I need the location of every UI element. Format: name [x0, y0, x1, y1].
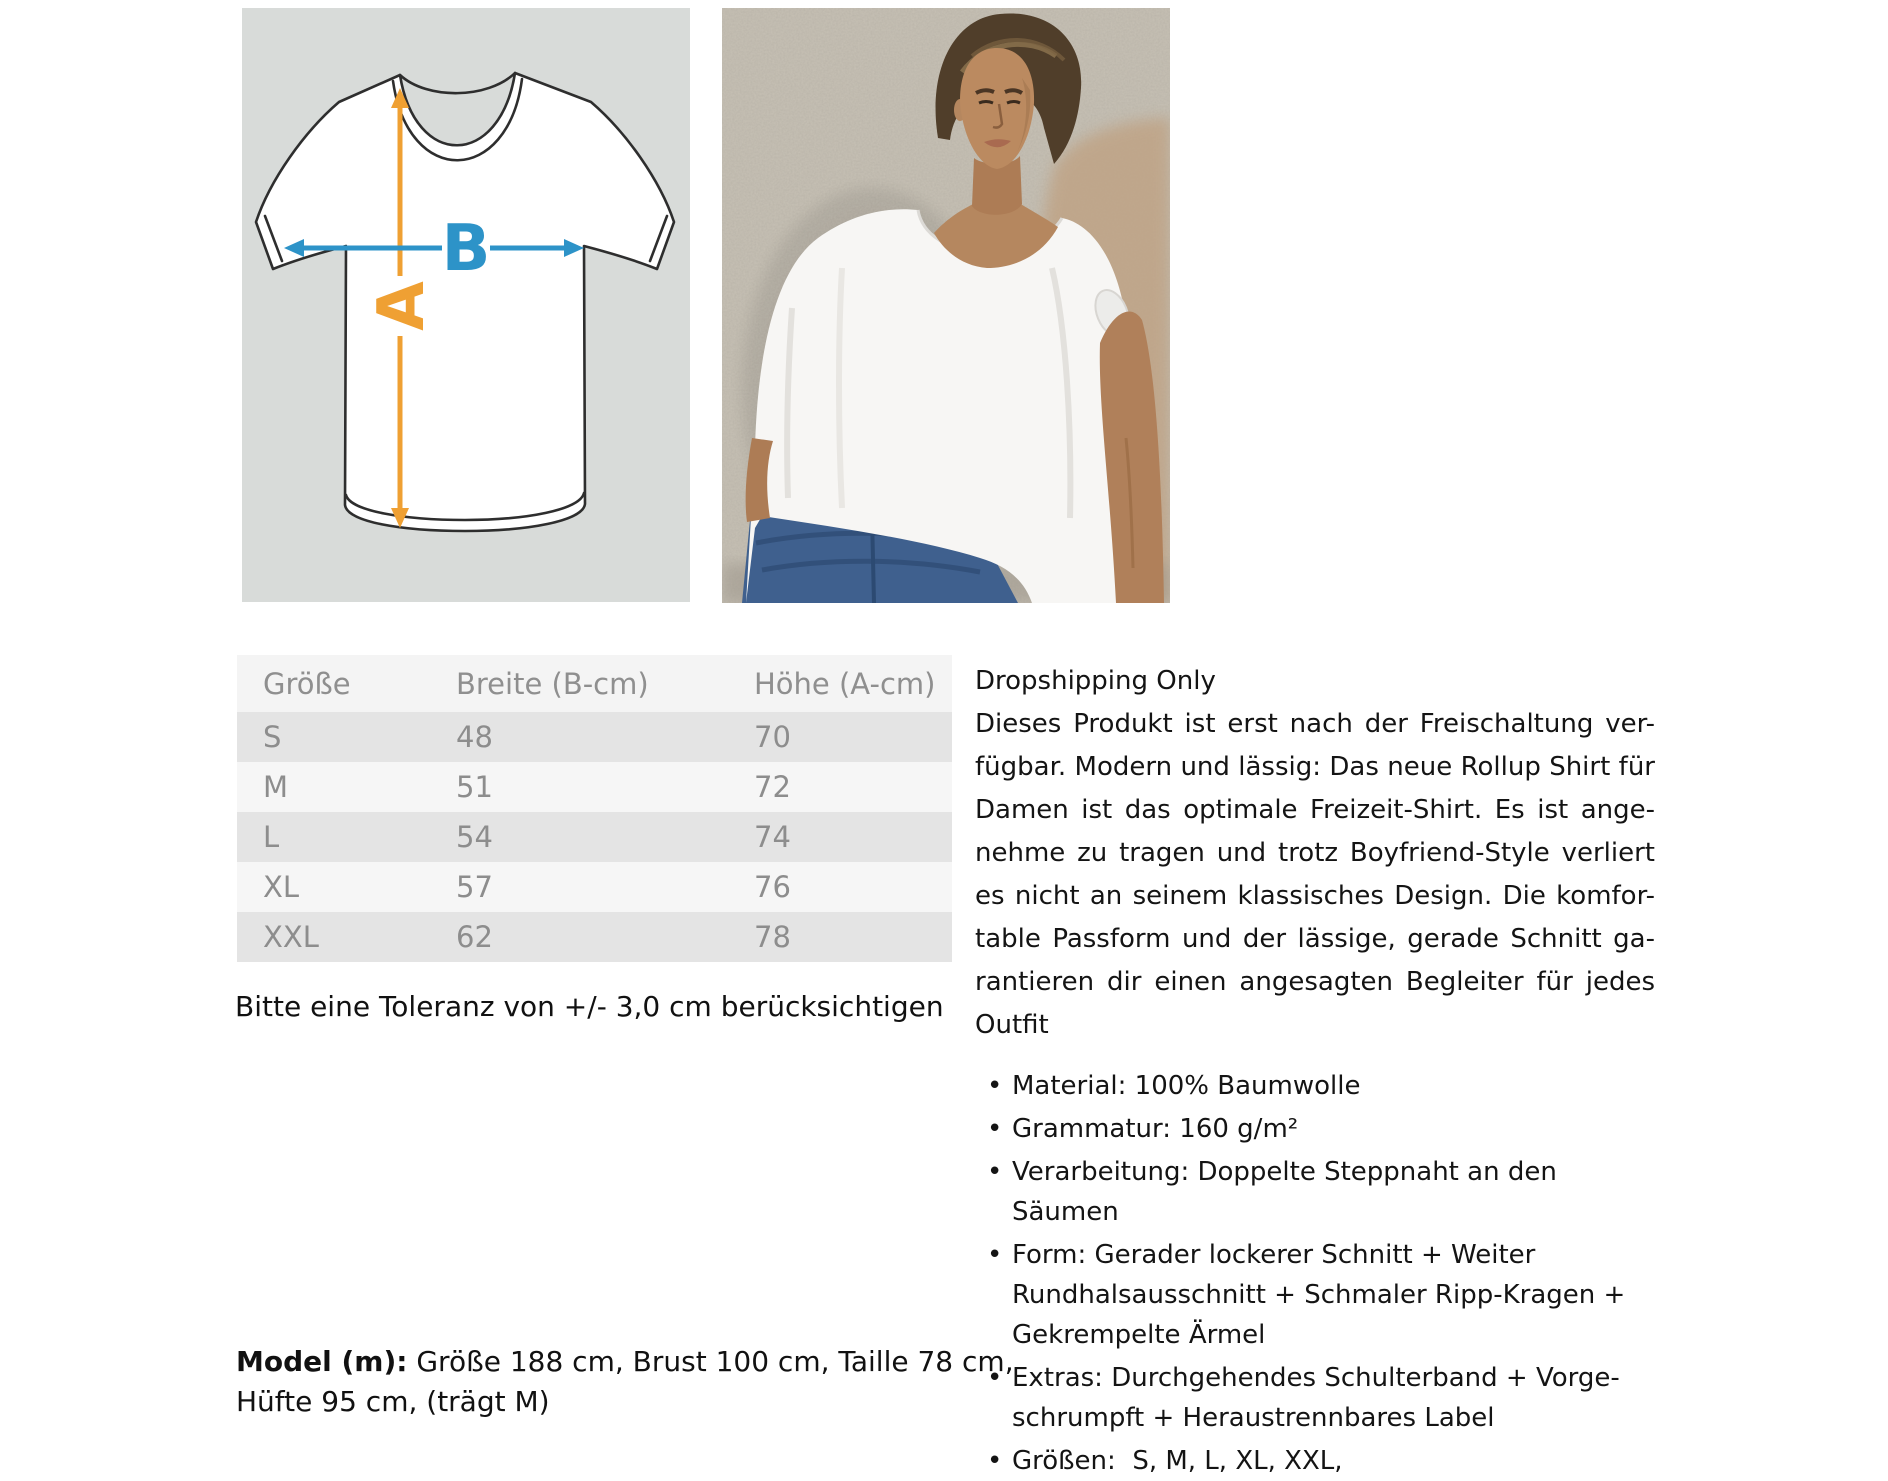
- header-groesse: Größe: [263, 666, 351, 701]
- product-photo: [722, 8, 1170, 603]
- size-table: [237, 655, 952, 962]
- table-row-l: [237, 812, 952, 862]
- model-info-label: Model (m):: [236, 1345, 408, 1378]
- cell-hoehe: 70: [754, 720, 791, 754]
- label-b: B: [441, 212, 491, 286]
- model-info: [236, 1342, 1096, 1422]
- cell-hoehe: 72: [754, 770, 791, 804]
- description-line: Dieses Produkt ist erst nach der Freischaltung ver-: [975, 709, 1655, 739]
- eye: [1007, 102, 1020, 104]
- spec-verarbeitung: • Verarbeitung: Doppelte Steppnaht an den Säumen: [985, 1152, 1655, 1232]
- cell-hoehe: 74: [754, 820, 791, 854]
- cell-breite: 62: [456, 920, 493, 954]
- table-row-xxl: [237, 912, 952, 962]
- description-line: Outfit: [975, 1010, 1049, 1040]
- table-row-xl: [237, 862, 952, 912]
- cell-size: XXL: [263, 920, 319, 954]
- spec-extras: • Extras: Durchgehendes Schulterband + Vorgeschrumpft + Heraustrennbares Label: [985, 1358, 1655, 1438]
- size-table-header: [237, 655, 952, 712]
- description-line: rantieren dir einen angesagten Begleiter für jedes: [975, 967, 1655, 997]
- spec-form: • Form: Gerader lockerer Schnitt + Weiter Rundhalsausschnitt + Schmaler Ripp-Kragen + Gekrempelte Ärmel: [985, 1235, 1655, 1355]
- product-photo-illustration: [722, 8, 1170, 603]
- table-row-m: [237, 762, 952, 812]
- cell-breite: 51: [456, 770, 493, 804]
- label-a: A: [365, 281, 439, 331]
- description-line: fügbar. Modern und lässig: Das neue Rollup Shirt für: [975, 752, 1655, 782]
- product-description: [975, 660, 1655, 1481]
- description-line: Damen ist das optimale Freizeit-Shirt. Es ist ange-: [975, 795, 1655, 825]
- cell-size: XL: [263, 870, 300, 904]
- cell-breite: 54: [456, 820, 493, 854]
- tshirt-measurement-diagram: [242, 8, 690, 602]
- cell-size: S: [263, 720, 282, 754]
- tolerance-note: Bitte eine Toleranz von +/- 3,0 cm berücksichtigen: [235, 990, 944, 1023]
- cell-size: M: [263, 770, 289, 804]
- table-row-s: [237, 712, 952, 762]
- header-hoehe: Höhe (A-cm): [754, 666, 936, 701]
- spec-groessen: • Größen: S, M, L, XL, XXL,: [985, 1441, 1655, 1481]
- description-line: table Passform und der lässige, gerade Schnitt ga-: [975, 924, 1655, 954]
- cell-size: L: [263, 820, 280, 854]
- eye: [979, 102, 993, 104]
- description-line: Dropshipping Only: [975, 666, 1216, 696]
- cell-breite: 57: [456, 870, 493, 904]
- spec-list: [975, 1066, 1655, 1481]
- description-line: nehme zu tragen und trotz Boyfriend-Style verliert: [975, 838, 1655, 868]
- header-breite: Breite (B-cm): [456, 666, 649, 701]
- cell-hoehe: 78: [754, 920, 791, 954]
- cell-hoehe: 76: [754, 870, 791, 904]
- tshirt-diagram-svg: [242, 8, 690, 602]
- description-line: es nicht an seinem klassisches Design. Die komfor-: [975, 881, 1655, 911]
- spec-material: • Material: 100% Baumwolle: [985, 1066, 1655, 1106]
- model-info-text: Größe 188 cm, Brust 100 cm, Taille 78 cm, Hüfte 95 cm, (trägt M): [236, 1345, 1014, 1418]
- spec-grammatur: • Grammatur: 160 g/m²: [985, 1109, 1655, 1149]
- tshirt-outline: [256, 73, 674, 531]
- cell-breite: 48: [456, 720, 493, 754]
